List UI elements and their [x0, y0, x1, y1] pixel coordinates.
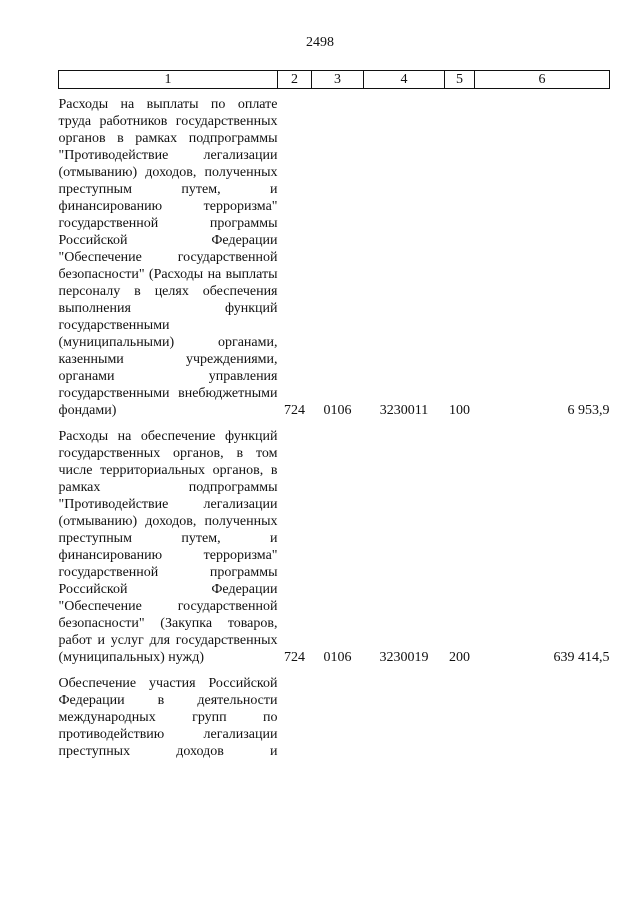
- row-amount: 6 953,9: [567, 403, 610, 418]
- table-row: [59, 419, 610, 666]
- row-ministry-code: 724: [284, 650, 305, 665]
- row-section-code: [312, 666, 364, 760]
- table-row: [59, 666, 610, 760]
- row-description: Расходы на обеспечение функций государственных органов, в том числе территориальных органов, в рамках подпрограммы "Противодействие легализации (отмыванию) доходов, полученных преступным путем, и финансированию терроризма" государственной программы Российской Федерации "Обеспечение государственной безопасности" (Закупка товаров, работ и услуг для государственных (муниципальных) нужд): [58, 429, 278, 665]
- table-row: [59, 89, 610, 420]
- row-target-code: 3230011: [379, 403, 429, 418]
- column-header-2: 2: [278, 71, 312, 89]
- row-target-code: [364, 666, 445, 760]
- column-header-3: 3: [312, 71, 364, 89]
- row-amount: [475, 666, 610, 760]
- row-target-code: 3230019: [379, 650, 429, 665]
- budget-table: [58, 70, 610, 760]
- row-expense-type-code: 100: [449, 403, 470, 418]
- row-description: Расходы на выплаты по оплате труда работников государственных органов в рамках подпрограммы "Противодействие легализации (отмыванию) доходов, полученных преступным путем, и финансированию терроризма" государственной программы Российской Федерации "Обеспечение государственной безопасности" (Расходы на выплаты персоналу в целях обеспечения выполнения функций государственными (муниципальными) органами, казенными учреждениями, органами управления государственными внебюджетными фондами): [58, 97, 278, 418]
- page-number: 2498: [306, 35, 334, 50]
- row-expense-type-code: [445, 666, 475, 760]
- row-expense-type-code: 200: [449, 650, 470, 665]
- row-ministry-code: [278, 666, 312, 760]
- column-header-6: 6: [475, 71, 610, 89]
- row-section-code: 0106: [323, 403, 352, 418]
- row-ministry-code: 724: [284, 403, 305, 418]
- table-header-row: [59, 71, 610, 89]
- column-header-4: 4: [364, 71, 445, 89]
- row-description: Обеспечение участия Российской Федерации в деятельности международных групп по противодействию легализации преступных доходов и: [58, 676, 278, 759]
- row-section-code: 0106: [323, 650, 352, 665]
- column-header-5: 5: [445, 71, 475, 89]
- column-header-1: 1: [59, 71, 278, 89]
- row-amount: 639 414,5: [553, 650, 610, 665]
